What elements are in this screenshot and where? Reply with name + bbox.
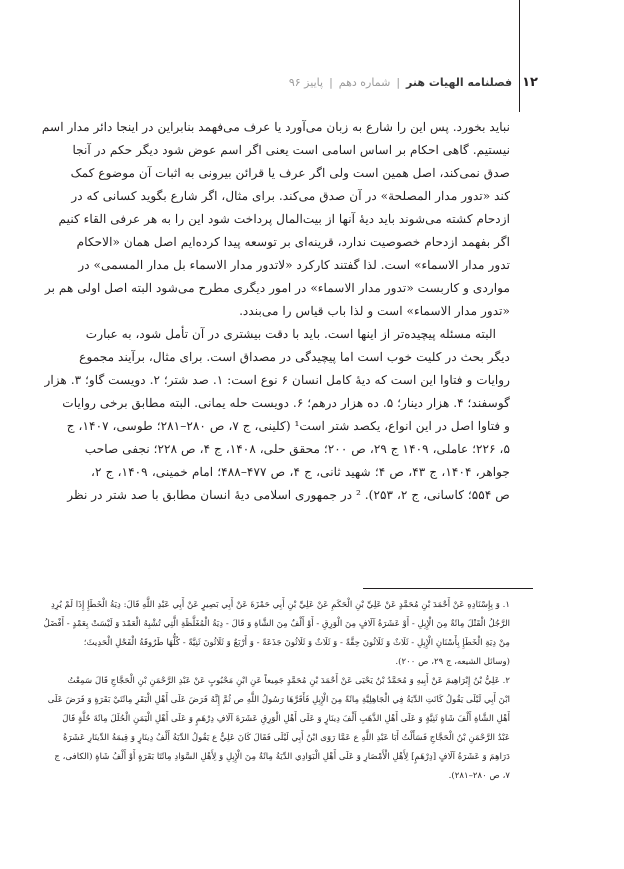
footnotes [43,596,510,786]
footnote-line: أَهْلِ الشَّاةِ أَلْفَ شَاةٍ ثَنِيَّةٍ وَ عَلَى أَهْلِ الذَّهَبِ أَلْفَ دِينَارٍ وَ عَلَى أَهْلِ الْوَرِقِ عَشَرَةَ آلَافِ دِرْهَمٍ وَ عَلَى أَهْلِ الْيَمَنِ الْحُلَلَ مِائَةَ حُلَّةٍ قَالَ [62,714,510,724]
body-line: ازدحام کشته می‌شوند باید دیهٔ آنها از بیت‌المال پرداخت شود این را به هر عرفی القاء کنیم [58,212,510,226]
footnote-line: ۲. عَلِيُّ بْنُ إِبْرَاهِيمَ عَنْ أَبِيهِ وَ مُحَمَّدُ بْنُ يَحْيَى عَنْ أَحْمَدَ بْنِ مُحَمَّدٍ جَمِيعاً عَنِ ابْنِ مَحْبُوبٍ عَنْ عَبْدِ الرَّحْمَنِ بْنِ الْحَجَّاجِ قَالَ سَمِعْتُ [67,676,510,686]
footnote-line: الرَّجُلُ الْقَتْلَ مِائَةٌ مِنَ الْإِبِلِ - أَوْ عَشَرَةُ آلَافٍ مِنَ الْوَرِقِ - أَوْ أَلْفٌ مِنَ الشَّاةِ وَ قَالَ - دِيَةُ الْمُغَلَّظَةِ الَّتِي تُشْبِهُ الْعَمْدَ وَ لَيْسَتْ بِعَمْدٍ - أَفْضَلُ [43,619,510,629]
body-text [41,116,510,507]
footnote-rule [363,588,533,589]
footnote-line: (وسائل الشیعه، ج ۲۹، ص ۲۰۰). [395,657,510,667]
footnote-line: ۷، ص ۲۸۰–۲۸۱). [448,771,510,781]
journal-title: فصلنامه الهیات هنر [406,75,513,89]
body-line: صدق نمی‌کند، اصل همین است ولی اگر عرف یا قرائن بیرونی به اثبات آن موضوع کمک [70,166,510,180]
body-line: مواردی و کاربست «تدور مدار الاسماء» در امور دیگری مطرح می‌شود البته اصل اولی هم بر [44,281,510,295]
page-number: ۱۲ [522,74,538,90]
header-separator: | [329,75,333,89]
footnote-line: عَبْدُ الرَّحْمَنِ بْنُ الْحَجَّاجِ فَسَأَلْتُ أَبَا عَبْدِ اللَّهِ ع عَمَّا رَوَى ابْنُ أَبِي لَيْلَى فَقَالَ كَانَ عَلِيٌّ ع يَقُولُ الدِّيَةُ أَلْفُ دِينَارٍ وَ قِيمَةُ الدِّينَارِ عَشَرَةُ [63,733,510,743]
footnote-line: مِنْ دِيَةِ الْخَطَإِ بِأَسْنَانِ الْإِبِلِ - ثَلَاثٌ وَ ثَلَاثُونَ حِقَّةً - وَ ثَلَاثٌ وَ ثَلَاثُونَ جَذَعَةً - وَ أَرْبَعٌ وَ ثَلَاثُونَ ثَنِيَّةً - كُلُّهَا طَرُوقَةُ الْفَحْلِ الْحَدِيثَ؛ [83,638,510,648]
footnote-line: ۱. وَ بِإِسْنَادِهِ عَنْ أَحْمَدَ بْنِ مُحَمَّدٍ عَنْ عَلِيِّ بْنِ الْحَكَمِ عَنْ عَلِيِّ بْنِ أَبِي حَمْزَةَ عَنْ أَبِي بَصِيرٍ عَنْ أَبِي عَبْدِ اللَّهِ قَالَ: دِيَةُ الْخَطَإِ إِذَا لَمْ يُرِدِ [50,600,510,610]
body-line: نیستیم. گاهی احکام بر اساس اسامی است یعنی اگر اسم عوض شود دیگر حکم در آنجا [72,143,510,157]
body-line: «تدور مدار الاسماء» است و لذا باب قیاس را می‌بندد. [239,304,510,318]
body-line: تدور مدار الاسماء» است. لذا گفتند کارکرد «لاتدور مدار الاسماء بل مدار المسمی» در [78,258,510,272]
body-line: جواهر، ۱۴۰۴، ج ۴۳، ص ۴؛ شهید ثانی، ج ۴، ص ۴۷۷–۴۸۸؛ امام خمینی، ۱۴۰۹، ج ۲، [91,465,510,479]
issue-label: شماره دهم [338,75,391,89]
body-line: نباید بخورد. پس این را شارع به زبان می‌آورد یا عرف می‌فهمد بنابراین در اینجا دائر مدار اسم [41,120,510,134]
footnote-line: ابْنَ أَبِي لَيْلَى يَقُولُ كَانَتِ الدِّيَةُ فِي الْجَاهِلِيَّةِ مِائَةً مِنَ الْإِبِلِ فَأَقَرَّهَا رَسُولُ اللَّهِ ص ثُمَّ إِنَّهُ فَرَضَ عَلَى أَهْلِ الْبَقَرِ مِائَتَيْ بَقَرَةٍ وَ فَرَضَ عَلَى [47,695,510,705]
body-line: و فتاوا اصل در این انواع، یکصد شتر است¹ (کلینی، ج ۷، ص ۲۸۰–۲۸۱؛ طوسی، ۱۴۰۷، ج [66,419,510,433]
body-line: ص ۵۵۴؛ کاسانی، ج ۲، ۲۵۳). ² در جمهوری اسلامی دیهٔ انسان مطابق با صد شتر در نظر [67,488,510,502]
header-separator: | [396,75,401,89]
body-line: دیگر بحث در کلیت خوب است اما پیچیدگی در مصداق است. برای مثال، برآیند مجموع [79,350,510,364]
body-line: گوسفند؛ ۴. هزار دینار؛ ۵. ده هزار درهم؛ ۶. دویست حله یمانی. البته مطابق برخی روایات [62,396,510,410]
body-line: کند «تدور مدار المصلحة» در آن صدق می‌کند. برای مثال، اگر شارع بگوید کسانی که در [71,189,510,203]
body-line: اگر بفهمد ازدحام خصوصیت ندارد، قرینه‌ای بر توسعه پیدا کرده‌ایم اصل همان «الاحکام [76,235,510,249]
header-vertical-rule [519,0,520,112]
body-line: ۵، ۲۲۶؛ عاملی، ۱۴۰۹ ج ۲۹، ص ۲۰۰؛ محقق حلی، ۱۴۰۸، ج ۴، ص ۲۲۸؛ نجفی صاحب [84,442,510,456]
footnote-line: دَرَاهِمَ وَ عَشَرَةُ آلَافٍ [دِرْهَمٍ] لِأَهْلِ الْأَمْصَارِ وَ عَلَى أَهْلِ الْبَوَادِي الدِّيَةُ مِائَةٌ مِنَ الْإِبِلِ وَ لِأَهْلِ السَّوَادِ مِائَتَا بَقَرَةٍ أَوْ أَلْفُ شَاةٍ (الکافی، ج [54,752,510,762]
running-header [289,72,538,92]
season-label: پاییز ۹۶ [288,75,324,89]
body-line: البته مسئله پیچیده‌تر از اینها است. باید با دقت بیشتری در آن تأمل شود، به عبارت [85,327,496,341]
body-line: روایات و فتاوا این است که دیهٔ کامل انسان ۶ نوع است: ۱. صد شتر؛ ۲. دویست گاو؛ ۳. هزار [44,373,510,387]
